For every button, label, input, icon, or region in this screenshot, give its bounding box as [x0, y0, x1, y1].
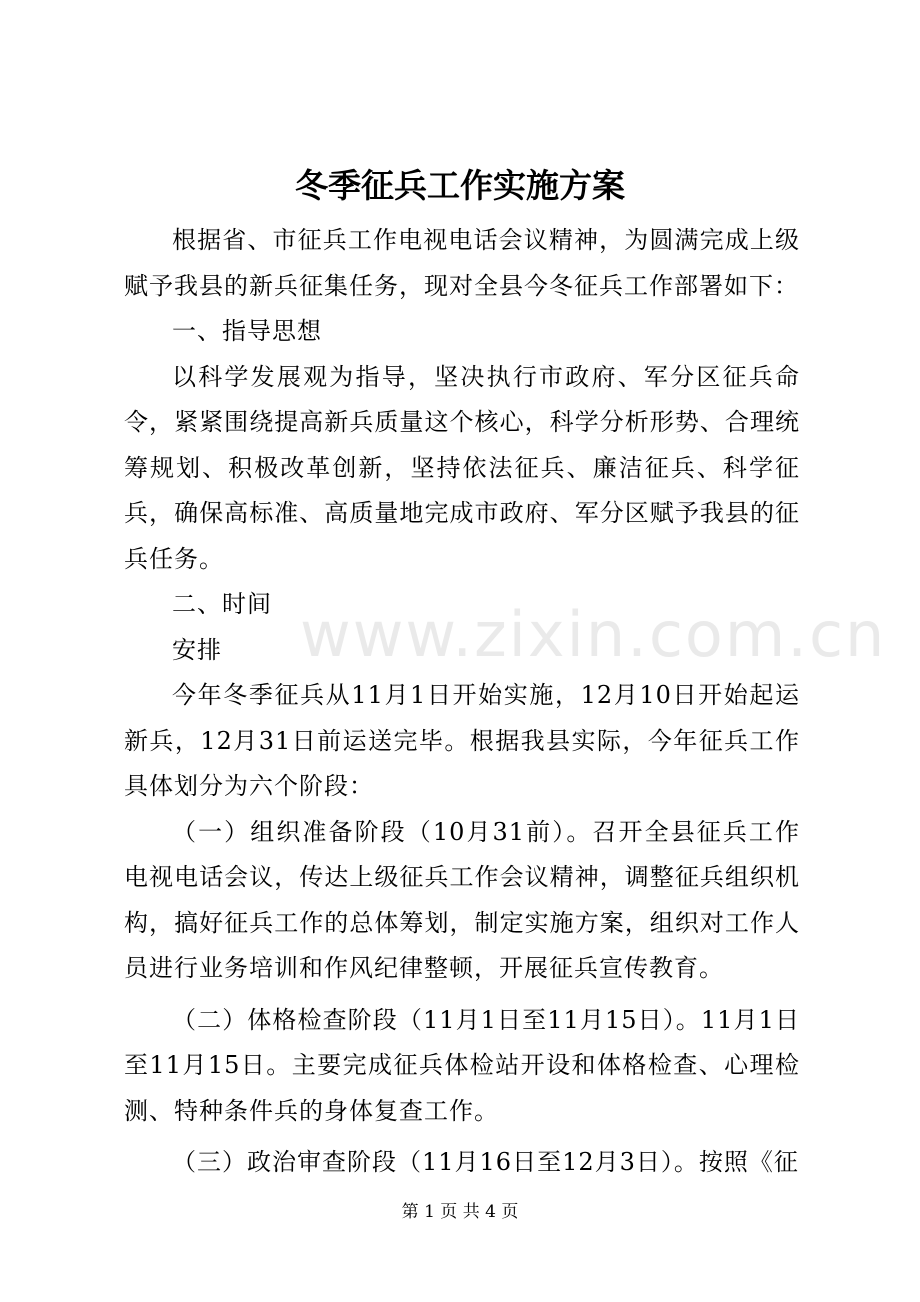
heading-time: 二、时间 — [172, 590, 272, 618]
page-footer: 第 1 页 共 4 页 — [401, 1202, 519, 1222]
paragraph-schedule: 今年冬季征兵从11月1日开始实施，12月10日开始起运新兵，12月31日前运送完毕。根据我县实际，今年征兵工作具体划分为六个阶段： — [124, 681, 800, 800]
paragraph-guiding-thought: 以科学发展观为指导，坚决执行市政府、军分区征兵命令，紧紧围绕提高新兵质量这个核心，科学分析形势、合理统筹规划、积极改革创新，坚持依法征兵、廉洁征兵、科学征兵，确保高标准、高质量地完成市政府、军分区赋予我县的征兵任务。 — [124, 362, 800, 573]
heading-guiding-thought: 一、指导思想 — [172, 317, 322, 345]
paragraph-stage-one: （一）组织准备阶段（10月31前）。召开全县征兵工作电视电话会议，传达上级征兵工作会议精神，调整征兵组织机构，搞好征兵工作的总体筹划，制定实施方案，组织对工作人员进行业务培训和作风纪律整顿，开展征兵宣传教育。 — [124, 817, 800, 982]
paragraph-stage-three: （三）政治审查阶段（11月16日至12月3日）。按照《征 — [172, 1148, 799, 1176]
paragraph-stage-two: （二）体格检查阶段（11月1日至11月15日）。11月1日至11月15日。主要完成征兵体检站开设和体格检查、心理检测、特种条件兵的身体复查工作。 — [124, 1005, 800, 1125]
paragraph-intro: 根据省、市征兵工作电视电话会议精神，为圆满完成上级赋予我县的新兵征集任务，现对全县今冬征兵工作部署如下： — [124, 226, 800, 300]
heading-arrangement: 安排 — [172, 635, 222, 664]
document-body — [124, 218, 887, 1186]
watermark: www.zixin.com.cn — [300, 598, 887, 671]
document-title: 冬季征兵工作实施方案 — [295, 166, 625, 205]
